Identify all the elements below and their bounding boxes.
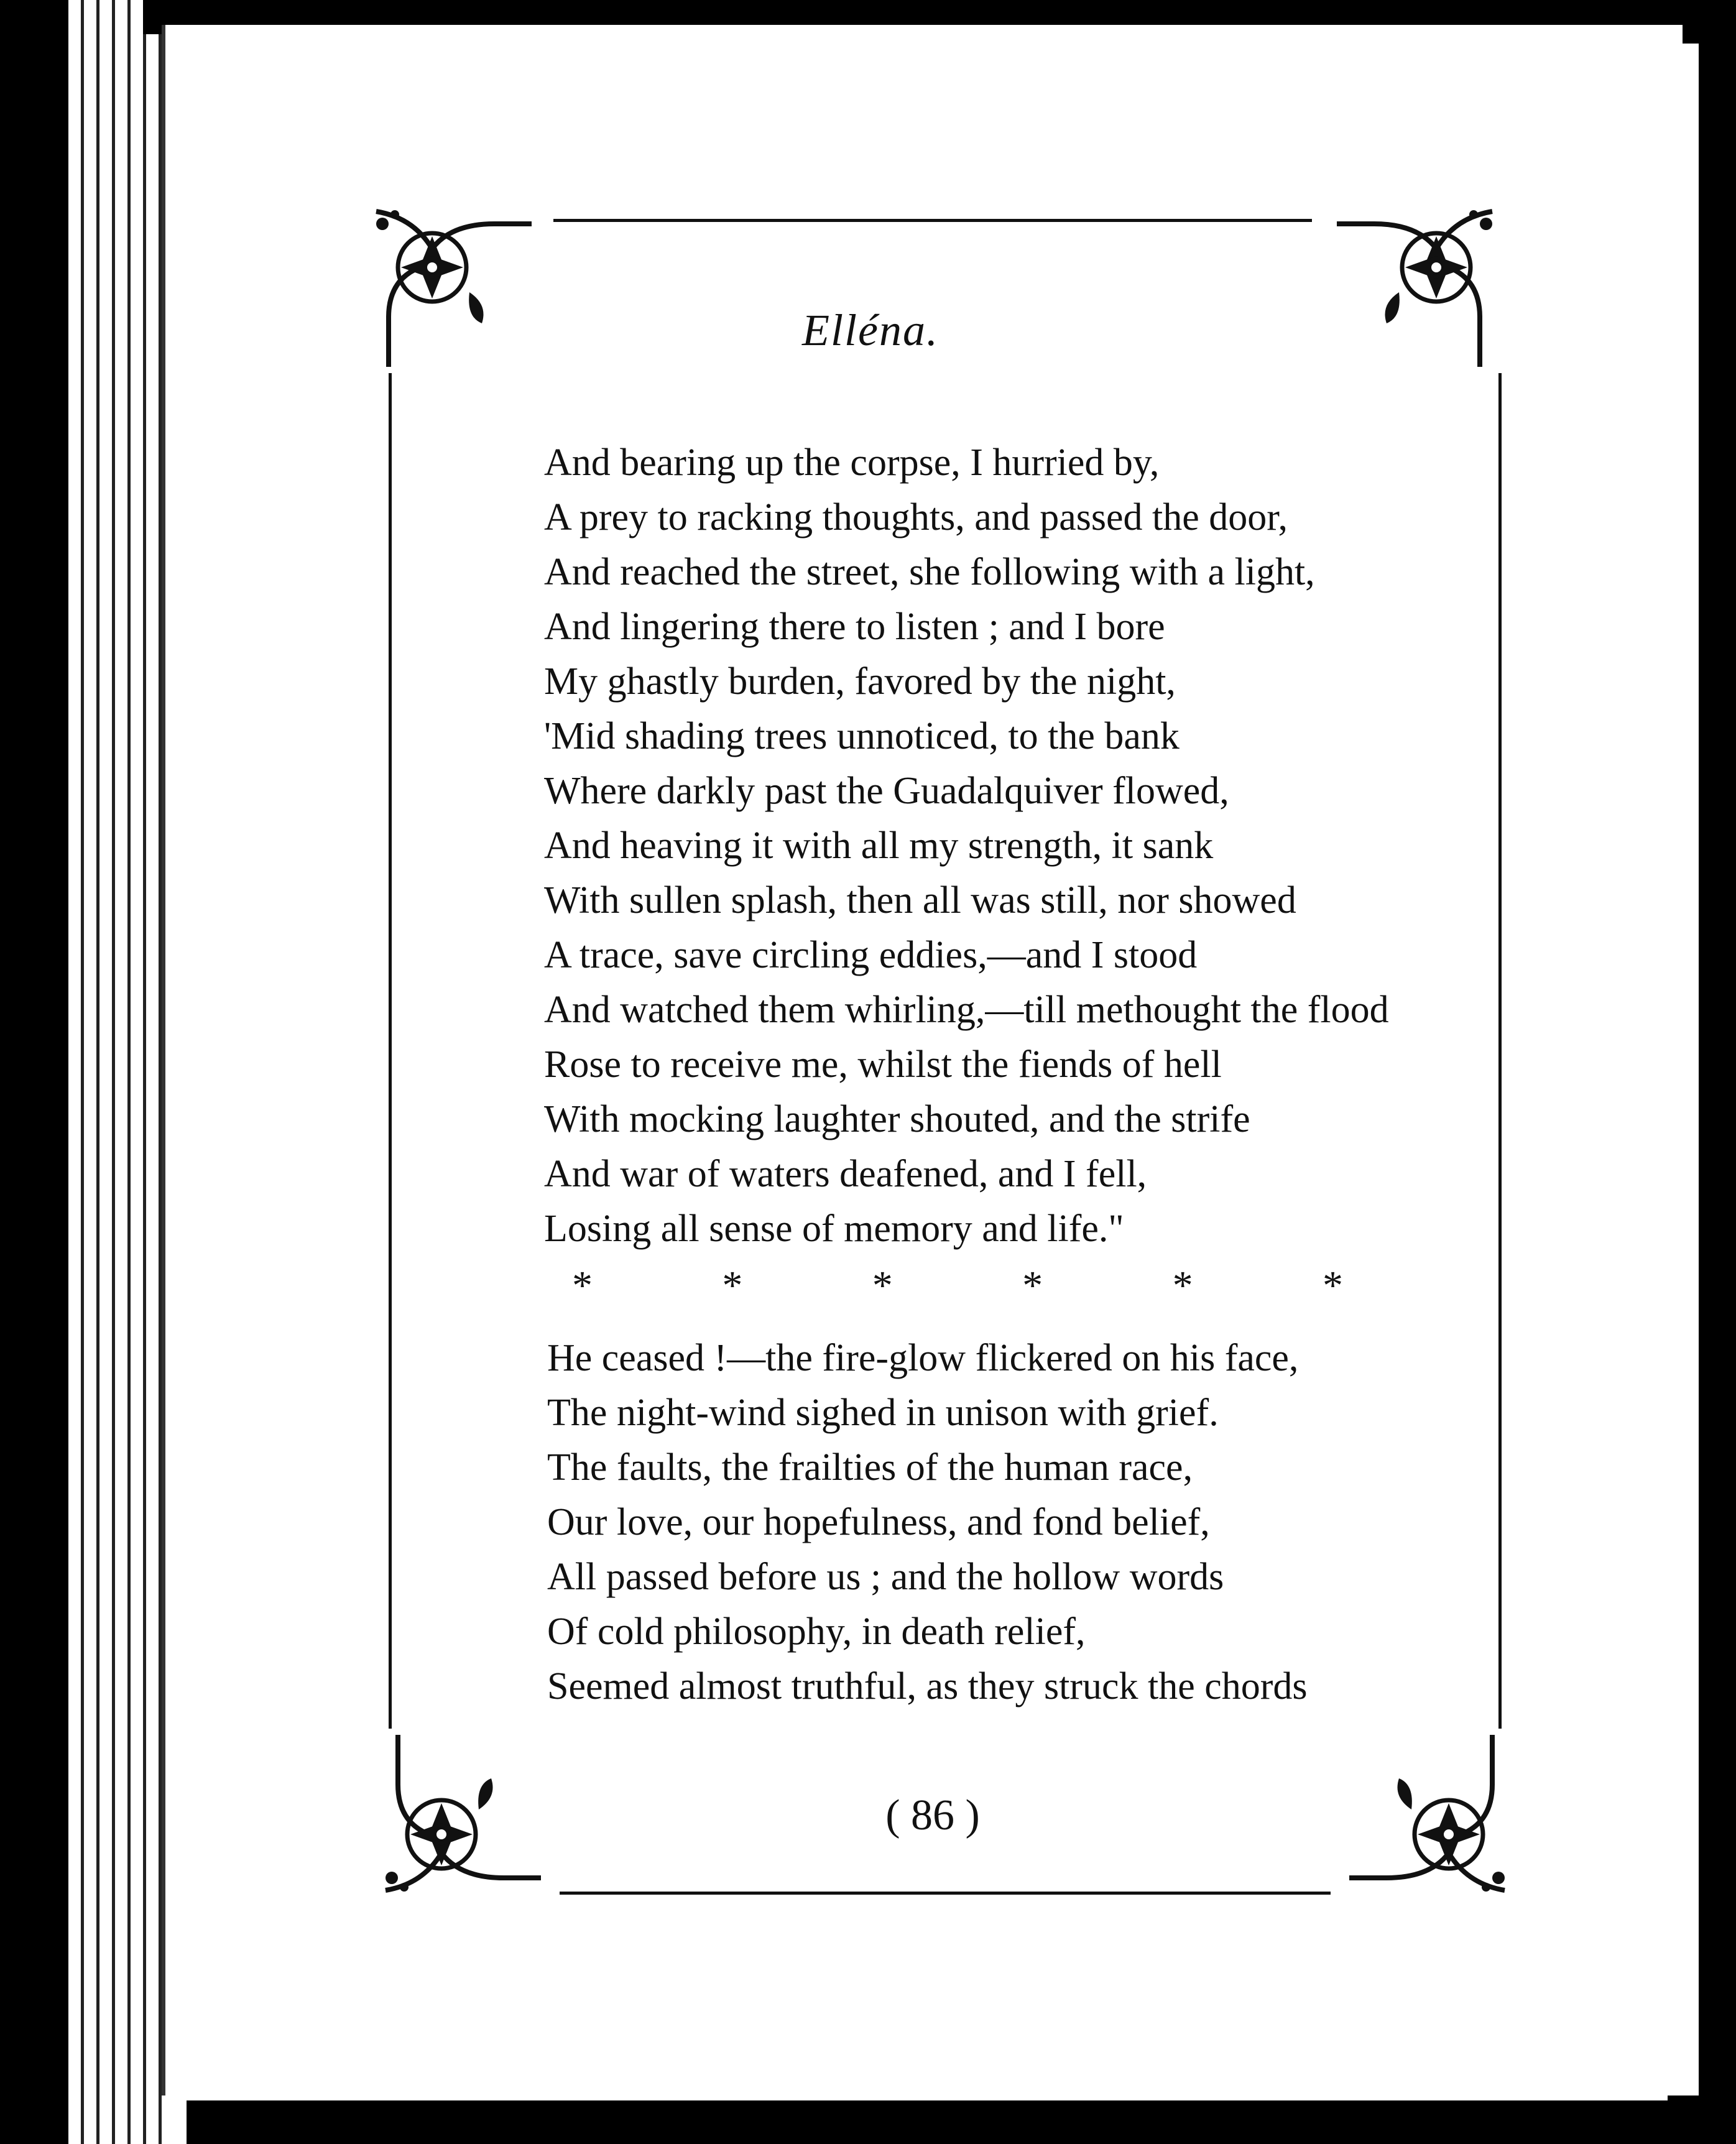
stanza-two: [547, 1331, 1480, 1714]
asterisk: *: [1322, 1263, 1343, 1308]
verse-line: And war of waters deafened, and I fell,: [544, 1153, 1147, 1195]
verse-line: Rose to receive me, whilst the fiends of hell: [544, 1043, 1222, 1086]
verse-line: With sullen splash, then all was still, nor showed: [544, 879, 1296, 922]
verse-line: And heaving it with all my strength, it sank: [544, 825, 1214, 867]
verse-line: My ghastly burden, favored by the night,: [544, 660, 1176, 703]
verse-line: And reached the street, she following with a light,: [544, 551, 1315, 593]
scan-bottom-edge: [187, 2100, 1736, 2144]
frame-left-rule: [389, 373, 392, 1729]
ornament-top-right-icon: [1318, 199, 1505, 373]
verse-line: The night-wind sighed in unison with grief.: [547, 1392, 1219, 1434]
verse-line: Losing all sense of memory and life.": [544, 1208, 1124, 1250]
verse-line: And bearing up the corpse, I hurried by,: [544, 441, 1160, 484]
asterisk: *: [722, 1263, 743, 1308]
verse-line: Where darkly past the Guadalquiver flowed,: [544, 770, 1229, 812]
verse-line: A prey to racking thoughts, and passed the door,: [544, 496, 1288, 538]
page-number: ( 86 ): [885, 1791, 980, 1839]
verse-line: Of cold philosophy, in death relief,: [547, 1610, 1086, 1653]
stanza-one: [544, 435, 1477, 1256]
verse-line: The faults, the frailties of the human race,: [547, 1446, 1193, 1489]
asterisk: *: [1022, 1263, 1043, 1308]
verse-line: A trace, save circling eddies,—and I stood: [544, 934, 1198, 976]
asterisk: *: [1172, 1263, 1193, 1308]
verse-line: He ceased !—the fire-glow flickered on his face,: [547, 1337, 1299, 1379]
verse-line: All passed before us ; and the hollow words: [547, 1556, 1224, 1598]
verse-line: With mocking laughter shouted, and the strife: [544, 1098, 1250, 1140]
asterisk: *: [872, 1263, 893, 1308]
verse-line: Our love, our hopefulness, and fond belief,: [547, 1501, 1210, 1543]
frame-top-rule: [553, 219, 1312, 222]
ornament-top-left-icon: [364, 199, 550, 373]
running-head: Elléna.: [802, 305, 939, 355]
section-separator: [572, 1262, 1343, 1310]
verse-line: And lingering there to listen ; and I bore: [544, 606, 1165, 648]
ornament-bottom-right-icon: [1331, 1729, 1517, 1903]
verse-line: Seemed almost truthful, as they struck the chords: [547, 1665, 1308, 1707]
frame-bottom-rule: [560, 1892, 1331, 1895]
verse-line: And watched them whirling,—till methought the flood: [544, 989, 1389, 1031]
frame-right-rule: [1498, 373, 1502, 1729]
verse-line: 'Mid shading trees unnoticed, to the bank: [544, 715, 1180, 757]
book-binding: [0, 0, 68, 2144]
ornament-bottom-left-icon: [373, 1729, 560, 1903]
asterisk: *: [572, 1263, 593, 1308]
